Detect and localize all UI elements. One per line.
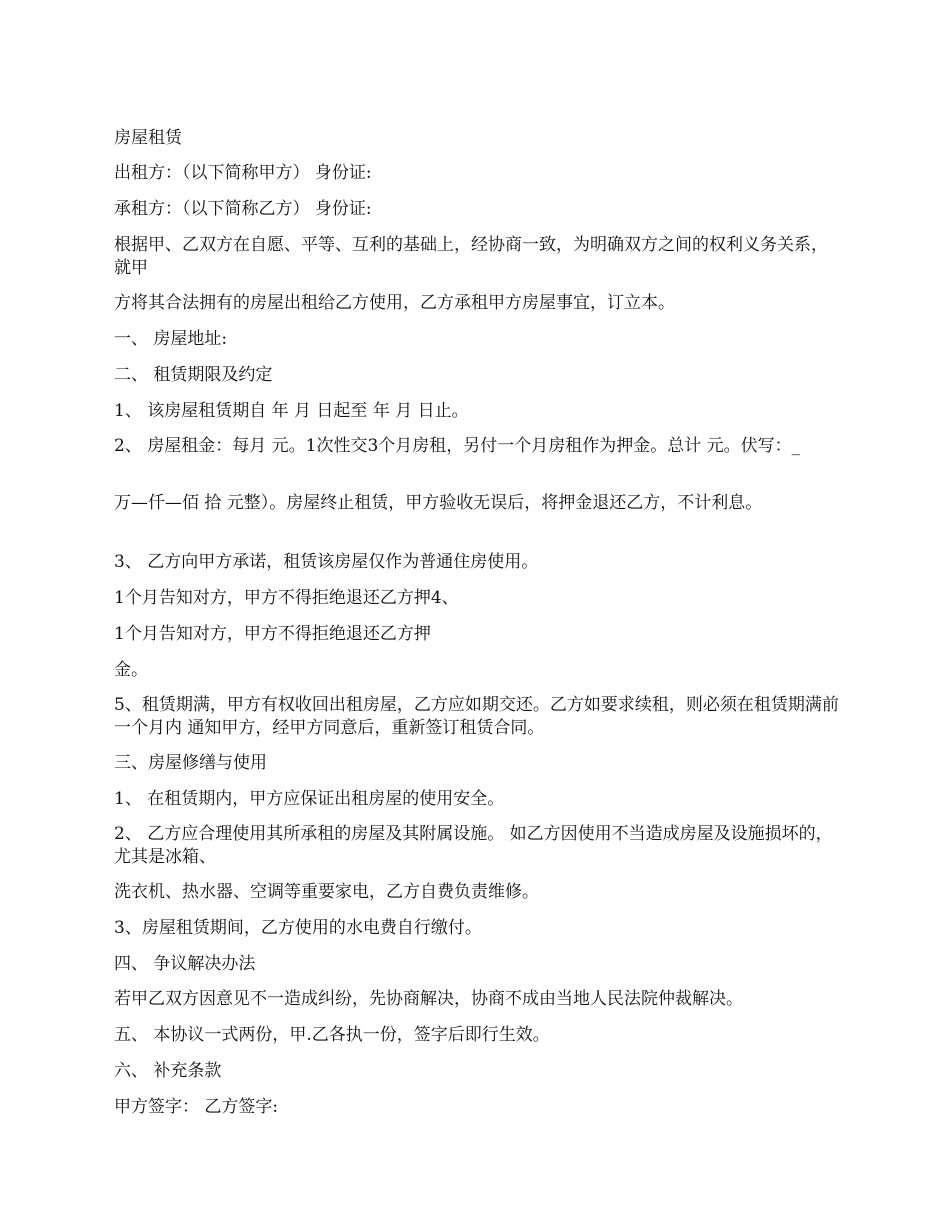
lessor-line: 出租方：（以下简称甲方） 身份证: xyxy=(114,163,372,183)
section-copies: 五、 本协议一式两份，甲.乙各执一份，签字后即行生效。 xyxy=(114,1025,550,1045)
clause-renewal: 5、租赁期满，甲方有权收回出租房屋，乙方应如期交还。乙方如要求续租，则必须在租赁期满前一个月内 通知甲方，经甲方同意后，重新签订租赁合同。 xyxy=(114,695,839,738)
clause-rent-continuation: 万—仟—佰 拾 元整）。房屋终止租赁，甲方验收无误后，将押金退还乙方，不计利息。 xyxy=(114,493,763,513)
document-title: 房屋租赁 xyxy=(114,128,182,148)
preamble-paragraph: 根据甲、乙双方在自愿、平等、互利的基础上，经协商一致，为明确双方之间的权利义务关系，就甲 xyxy=(114,235,828,278)
clause-utilities: 3、房屋租赁期间，乙方使用的水电费自行缴付。 xyxy=(114,918,482,938)
section-heading-term: 二、 租赁期限及约定 xyxy=(114,365,273,385)
clause-notice-continuation: 金。 xyxy=(114,660,148,680)
clause-disputes: 若甲乙双方因意见不一造成纠纷，先协商解决，协商不成由当地人民法院仲裁解决。 xyxy=(114,989,743,1009)
section-heading-disputes: 四、 争议解决办法 xyxy=(114,954,256,974)
clause-notice: 1个月告知对方，甲方不得拒绝退还乙方押 xyxy=(114,624,431,644)
section-heading-supplementary: 六、 补充条款 xyxy=(114,1061,222,1081)
clause-term-period: 1、 该房屋租赁期自 年 月 日起至 年 月 日止。 xyxy=(114,401,469,421)
clause-residential-use: 3、 乙方向甲方承诺，租赁该房屋仅作为普通住房使用。 xyxy=(114,552,539,572)
clause-proper-use-continuation: 洗衣机、热水器、空调等重要家电，乙方自费负责维修。 xyxy=(114,882,539,902)
signature-line: 甲方签字： 乙方签字: xyxy=(114,1097,279,1117)
preamble-continuation: 方将其合法拥有的房屋出租给乙方使用，乙方承租甲方房屋事宜，订立本。 xyxy=(114,293,675,313)
section-heading-repair: 三、房屋修缮与使用 xyxy=(114,753,267,773)
clause-notice-fragment: 1个月告知对方，甲方不得拒绝退还乙方押4、 xyxy=(114,588,459,608)
section-heading-address: 一、 房屋地址: xyxy=(114,329,228,349)
clause-safety: 1、 在租赁期内，甲方应保证出租房屋的使用安全。 xyxy=(114,789,505,809)
clause-proper-use: 2、 乙方应合理使用其所承租的房屋及其附属设施。 如乙方因使用不当造成房屋及设施损坏的， 尤其是冰箱、 xyxy=(114,824,833,867)
lessee-line: 承租方：（以下简称乙方） 身份证: xyxy=(114,199,372,219)
clause-rent: 2、 房屋租金：每月 元。1次性交3个月房租，另付一个月房租作为押金。总计 元。伏写：_ xyxy=(114,436,801,456)
